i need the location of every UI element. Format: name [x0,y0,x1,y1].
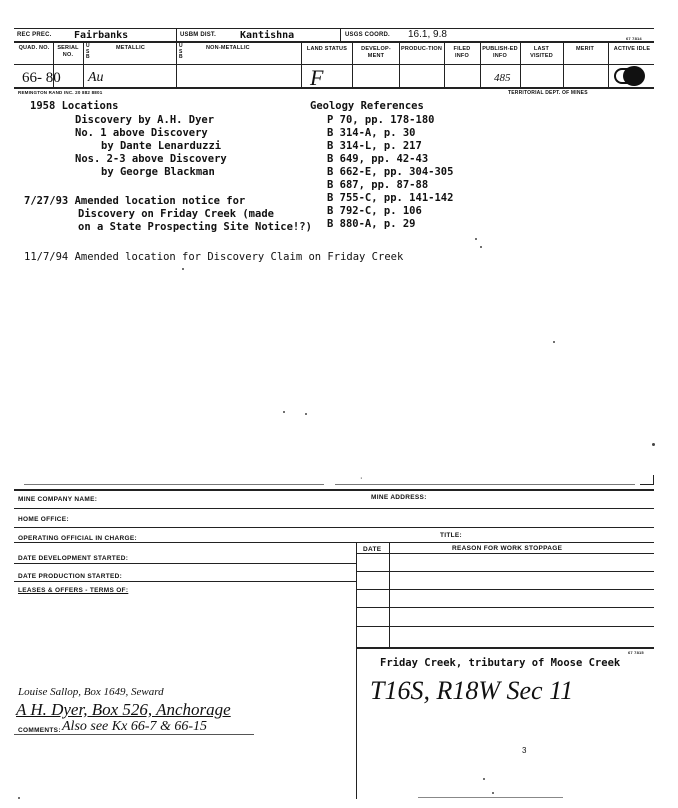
operating-official-label: OPERATING OFFICIAL IN CHARGE: [18,535,137,542]
amended-line-1994: 11/7/94 Amended location for Discovery Claim on Friday Creek [24,251,404,263]
geology-ref: B 880-A, p. 29 [327,218,416,230]
comments-label: COMMENTS: [18,727,61,734]
form-code-top: 67 7814 [626,36,642,41]
usbm-dist-value: Kantishna [240,30,295,41]
metallic-value: Au [88,70,104,85]
geology-title: Geology References [310,100,424,112]
date-development-started-label: DATE DEVELOPMENT STARTED: [18,555,129,562]
published-info-header: PUBLISH-ED INFO [482,46,518,59]
geology-ref: B 687, pp. 87-88 [327,179,429,191]
scan-speck [475,238,477,240]
territorial-dept: TERRITORIAL DEPT. OF MINES [508,90,588,96]
location-line: by George Blackman [101,166,215,178]
amended-line: 7/27/93 Amended location notice for [24,195,246,207]
usgs-coord-value: 16.1, 9.8 [408,29,447,40]
mine-address-label: MINE ADDRESS: [371,494,427,501]
last-visited-header: LAST VISITED [530,46,553,59]
corner-mark [640,475,654,485]
scan-speck [483,778,485,780]
scan-smudge [418,797,563,798]
development-header: DEVELOP-MENT [361,46,391,59]
usbm-dist-label: USBM DIST. [180,32,217,38]
scan-speck [283,411,285,413]
rec-prec-label: REC PREC. [17,32,52,38]
location-handwritten: T16S, R18W Sec 11 [370,676,574,705]
scan-speck [305,413,307,415]
metallic-header: METALLIC [116,45,145,51]
serial-no-header: SERIAL NO. [57,45,79,58]
handwritten-line: A H. Dyer, Box 526, Anchorage [16,700,231,719]
land-status-header: LAND STATUS [306,46,348,52]
location-line: No. 1 above Discovery [75,127,208,139]
scan-speck [553,341,555,343]
amended-line: Discovery on Friday Creek (made [78,208,274,220]
location-line: Discovery by A.H. Dyer [75,114,215,126]
usb-left: U S B [86,43,90,60]
scan-speck [652,443,655,446]
quad-no-header: QUAD. NO. [18,45,50,51]
date-production-started-label: DATE PRODUCTION STARTED: [18,573,123,580]
scan-speck [182,268,184,270]
amended-line: on a State Prospecting Site Notice!?) [78,221,312,233]
scan-speck [492,792,494,794]
reason-column-header: REASON FOR WORK STOPPAGE [452,545,563,552]
location-line: by Dante Lenarduzzi [101,140,222,152]
filed-info-header: FILED INFO [453,46,471,59]
geology-ref: B 314-L, p. 217 [327,140,422,152]
locations-title: 1958 Locations [30,100,119,112]
home-office-label: HOME OFFICE: [18,516,69,523]
geology-ref: B 755-C, pp. 141-142 [327,192,454,204]
geology-ref: P 70, pp. 178-180 [327,114,435,126]
scan-mark: ‧ [360,474,363,483]
leases-offers-label: LEASES & OFFERS - TERMS OF: [18,587,129,594]
comments-value: Also see Kx 66-7 & 66-15 [62,719,208,734]
form-code-bottom: 67 7815 [628,650,644,655]
quad-serial-value: 66- 80 [22,70,61,86]
handwritten-line: Louise Sallop, Box 1649, Seward [18,686,164,698]
rec-prec-value: Fairbanks [74,30,129,41]
non-metallic-header: NON-METALLIC [206,45,250,51]
geology-ref: B 662-E, pp. 304-305 [327,166,454,178]
location-typed: Friday Creek, tributary of Moose Creek [380,657,621,669]
fold-line [335,484,635,485]
merit-header: MERIT [576,46,595,52]
active-idle-header: ACTIVE IDLE [613,46,651,52]
title-label: TITLE: [440,532,463,539]
hand-mark-icon [614,68,628,84]
scan-speck [18,797,20,799]
production-header: PRODUC-TION [401,46,443,52]
fold-line [24,484,324,485]
usgs-coord-label: USGS COORD. [345,32,390,38]
geology-ref: B 792-C, p. 106 [327,205,422,217]
geology-ref: B 649, pp. 42-43 [327,153,429,165]
location-line: Nos. 2-3 above Discovery [75,153,227,165]
published-info-value: 485 [494,72,511,84]
mine-company-name-label: MINE COMPANY NAME: [18,496,98,503]
page-mark: 3 [522,746,527,755]
printer-line: REMINGTON RAND INC. 20 882 8801 [18,90,103,95]
land-status-value: F [310,65,324,90]
date-column-header: DATE [363,546,382,553]
geology-ref: B 314-A, p. 30 [327,127,416,139]
scan-speck [480,246,482,248]
usb-right: U S B [179,43,183,60]
